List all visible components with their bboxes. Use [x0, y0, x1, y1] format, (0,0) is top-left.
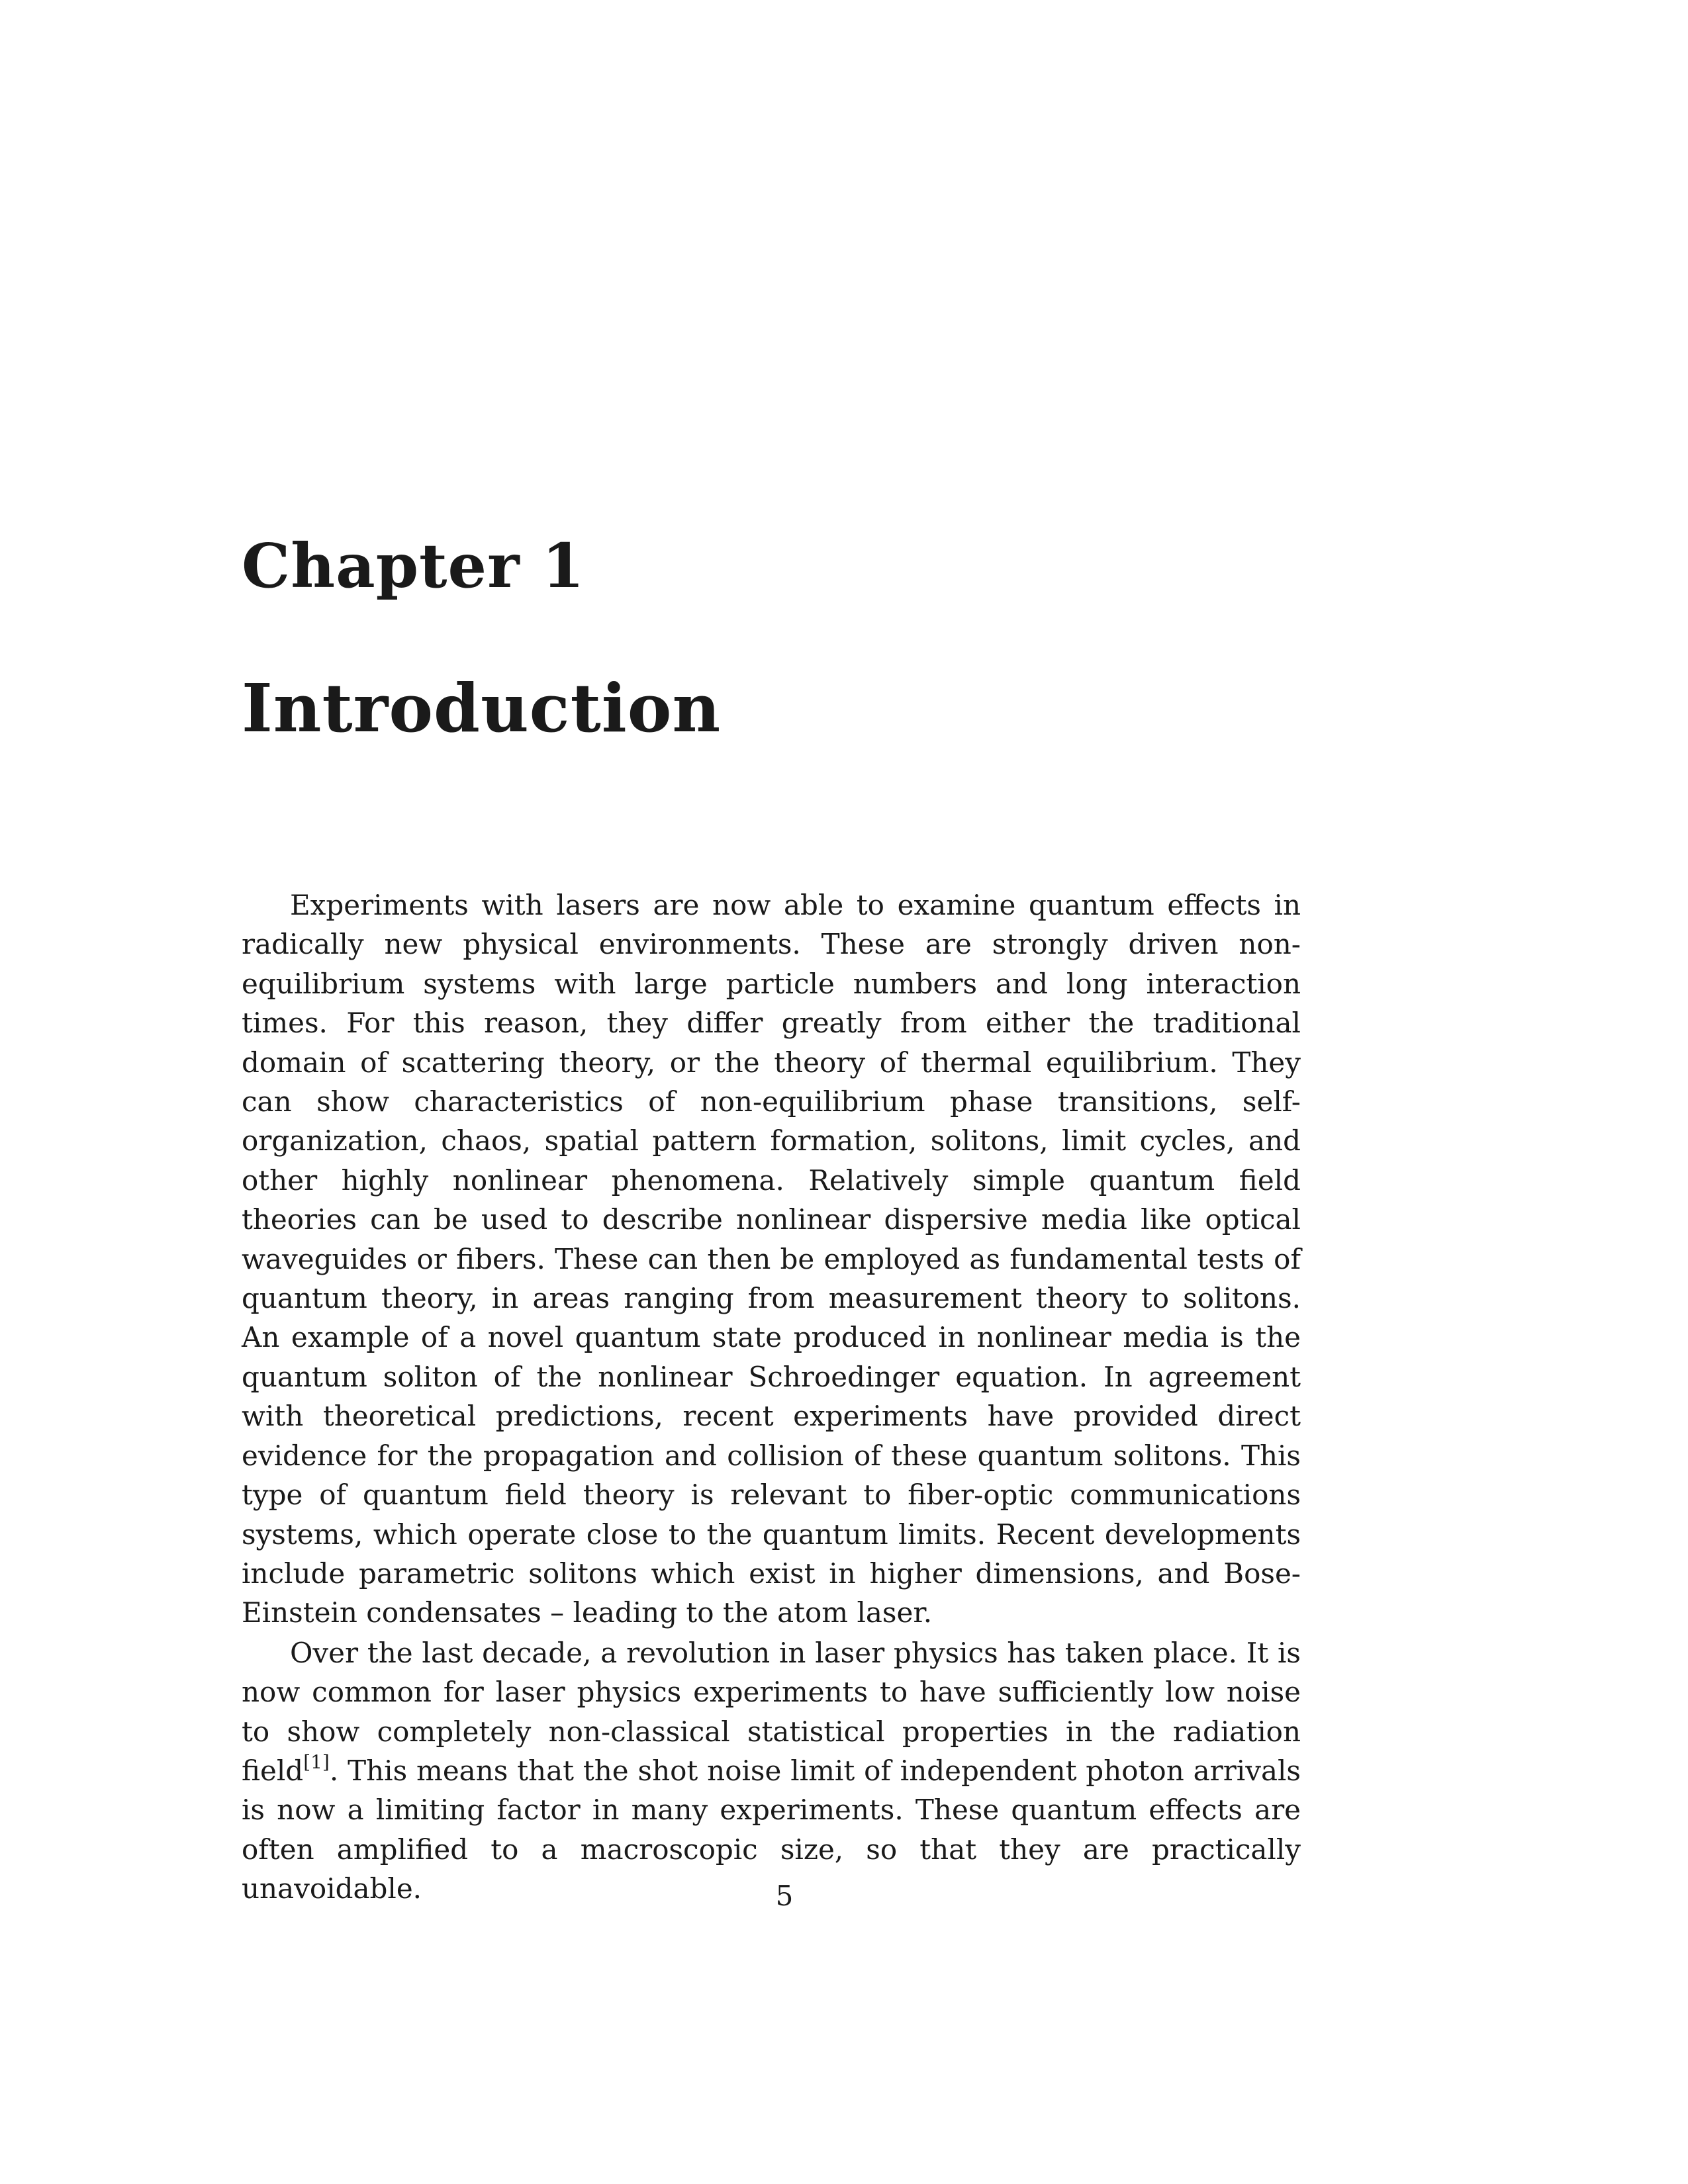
paragraph-2-text-start: Over the last decade, a revolution in laser physics has taken place. It is now common for laser physics experiments to have sufficiently low noise to show completely non-classical statistical properties in the radiation field: [242, 1636, 1301, 1787]
paragraph-2: [242, 1633, 1301, 1909]
chapter-title: Introduction: [242, 669, 722, 747]
citation-reference: [1]: [303, 1751, 330, 1773]
chapter-label: Chapter 1: [242, 530, 585, 602]
paragraph-1: Experiments with lasers are now able to examine quantum effects in radically new physical environments. These are strongly driven non-equilibrium systems with large particle numbers and long interaction times. For this reason, they differ greatly from either the traditional domain of scattering theory, or the theory of thermal equilibrium. They can show characteristics of non-equilibrium phase transitions, self-organization, chaos, spatial pattern formation, solitons, limit cycles, and other highly nonlinear phenomena. Relatively simple quantum field theories can be used to describe nonlinear dispersive media like optical waveguides or fibers. These can then be employed as fundamental tests of quantum theory, in areas ranging from measurement theory to solitons. An example of a novel quantum state produced in nonlinear media is the quantum soliton of the nonlinear Schroedinger equation. In agreement with theoretical predictions, recent experiments have provided direct evidence for the propagation and collision of these quantum solitons. This type of quantum field theory is relevant to fiber-optic communications systems, which operate close to the quantum limits. Recent developments include parametric solitons which exist in higher dimensions, and Bose-Einstein condensates – leading to the atom laser.: [242, 889, 1301, 1629]
chapter-body: [242, 886, 1301, 1909]
paragraph-2-text-end: . This means that the shot noise limit of independent photon arrivals is now a limiting factor in many experiments. These quantum effects are often amplified to a macroscopic size, so that they are practically unavoidable.: [242, 1754, 1301, 1905]
page-number: 5: [775, 1880, 794, 1912]
